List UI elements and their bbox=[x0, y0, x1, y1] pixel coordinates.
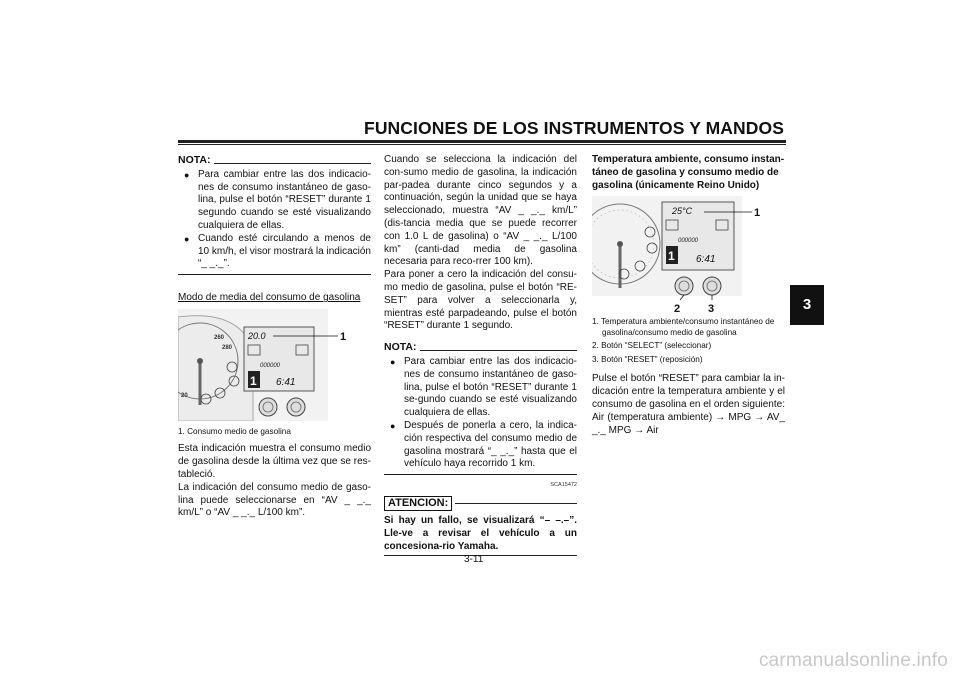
body-paragraph: Para poner a cero la indicación del consu-mo medio de gasolina, pulse el botón “RE-SET” para volver a seleccionarla y, mientras esté parpadeando, pulse el botón “RESET” durante 1 segundo. bbox=[384, 269, 577, 332]
svg-text:260: 260 bbox=[214, 334, 225, 341]
note-label: NOTA: bbox=[178, 154, 211, 166]
note-heading bbox=[178, 154, 371, 167]
svg-text:3: 3 bbox=[708, 303, 715, 315]
bullet-dot-icon: ● bbox=[184, 233, 190, 244]
figure-caption: 1. Temperatura ambiente/consumo instantáneo de gasolina/consumo medio de gasolina bbox=[592, 317, 775, 337]
column-3 bbox=[592, 154, 785, 437]
header-rule-thin bbox=[178, 144, 786, 145]
bullet-dot-icon: ● bbox=[184, 169, 190, 180]
instrument-figure-temperature bbox=[592, 196, 785, 314]
note-bullet-text: Para cambiar entre las dos indicacio-nes de consumo instantáneo de gaso-lina, pulse el botón “RESET” durante 1 segundo cuando se esté visualizando cualquiera de ellas. bbox=[198, 168, 371, 231]
note-bullet bbox=[184, 169, 371, 233]
svg-text:280: 280 bbox=[222, 344, 233, 351]
svg-text:000000: 000000 bbox=[260, 362, 281, 369]
chapter-tab: 3 bbox=[790, 285, 824, 325]
page-header-title: FUNCIONES DE LOS INSTRUMENTOS Y MANDOS bbox=[364, 118, 784, 138]
atencion-heading bbox=[384, 496, 577, 511]
note-end-rule bbox=[178, 274, 371, 275]
page-number: 3-11 bbox=[464, 554, 484, 565]
header-rule bbox=[178, 140, 786, 143]
figure-caption: 3. Botón “RESET” (reposición) bbox=[592, 354, 703, 364]
body-paragraph: Cuando se selecciona la indicación del con-sumo medio de gasolina, la indicación par-padea durante cinco segundos y a continuación, según la unidad que se haya seleccionado, muestra “AV _ _._ km/L” (dis-tancia media que se puede recorrer con 1.0 L de gasolina) o “AV _ _._ L/100 km” (canti-dad media de gasolina necesaria para reco-rrer 100 km). bbox=[384, 154, 577, 268]
note-bullet-text: Después de ponerla a cero, la indica-ción respectiva del consumo medio de gasolina mostrará “_ _._” hasta que el vehículo haya recorrido 1 km. bbox=[404, 419, 577, 470]
svg-text:1: 1 bbox=[250, 373, 257, 388]
figure-caption: 2. Botón “SELECT” (seleccionar) bbox=[592, 341, 712, 351]
svg-text:1: 1 bbox=[668, 249, 675, 264]
note-bullet-text: Cuando esté circulando a menos de 10 km/h, el visor mostrará la indicación “_ _._”. bbox=[198, 232, 371, 270]
note-bullet-text: Para cambiar entre las dos indicacio-nes de consumo instantáneo de gaso-lina, pulse el botón “RESET” durante 1 se-gundo cuando se esté visualizando cualquiera de ellas. bbox=[404, 355, 577, 419]
section-title: Modo de media del consumo de gasolina bbox=[178, 292, 361, 304]
note-bullet bbox=[184, 233, 371, 271]
note-heading bbox=[384, 341, 577, 354]
instrument-figure-average-consumption bbox=[178, 309, 371, 421]
svg-text:000000: 000000 bbox=[678, 238, 699, 245]
atencion-label: ATENCION: bbox=[384, 496, 452, 511]
figure-caption: 1. Consumo medio de gasolina bbox=[178, 426, 291, 436]
note-end-rule bbox=[384, 474, 577, 475]
svg-text:20.0: 20.0 bbox=[248, 330, 266, 341]
column-2 bbox=[384, 154, 577, 556]
reference-code: SCA15472 bbox=[550, 482, 577, 489]
note-bullet bbox=[390, 420, 577, 471]
svg-text:25°C: 25°C bbox=[672, 206, 693, 217]
body-paragraph: Pulse el botón “RESET” para cambiar la in-dicación entre la temperatura ambiente y el consumo de gasolina en el orden siguiente: Air (temperatura ambiente) → MPG → AV_ _._ MPG → Air bbox=[592, 373, 785, 436]
column-1 bbox=[178, 154, 371, 520]
svg-text:20: 20 bbox=[181, 392, 188, 399]
svg-text:1: 1 bbox=[340, 330, 347, 343]
body-paragraph: Esta indicación muestra el consumo medio de gasolina desde la última vez que se res-tableció. bbox=[178, 443, 371, 481]
svg-text:1: 1 bbox=[754, 207, 761, 220]
section-heading: Temperatura ambiente, consumo instan-táneo de gasolina y consumo medio de gasolina (únicamente Reino Unido) bbox=[592, 154, 785, 191]
bullet-dot-icon: ● bbox=[390, 356, 396, 367]
watermark: carmanualsonline.info bbox=[758, 650, 948, 671]
note-bullet bbox=[390, 356, 577, 420]
body-paragraph: La indicación del consumo medio de gaso-lina puede seleccionarse en “AV _ _._ km/L” o “AV _ _._ L/100 km”. bbox=[178, 481, 371, 519]
bullet-dot-icon: ● bbox=[390, 420, 396, 431]
svg-text:6:41: 6:41 bbox=[696, 254, 716, 266]
svg-text:6:41: 6:41 bbox=[276, 376, 296, 388]
atencion-text: Si hay un fallo, se visualizará “– –.–”. Lle-ve a revisar el vehículo a un concesiona-rio Yamaha. bbox=[384, 514, 577, 552]
svg-text:2: 2 bbox=[674, 303, 681, 315]
note-label: NOTA: bbox=[384, 341, 417, 354]
